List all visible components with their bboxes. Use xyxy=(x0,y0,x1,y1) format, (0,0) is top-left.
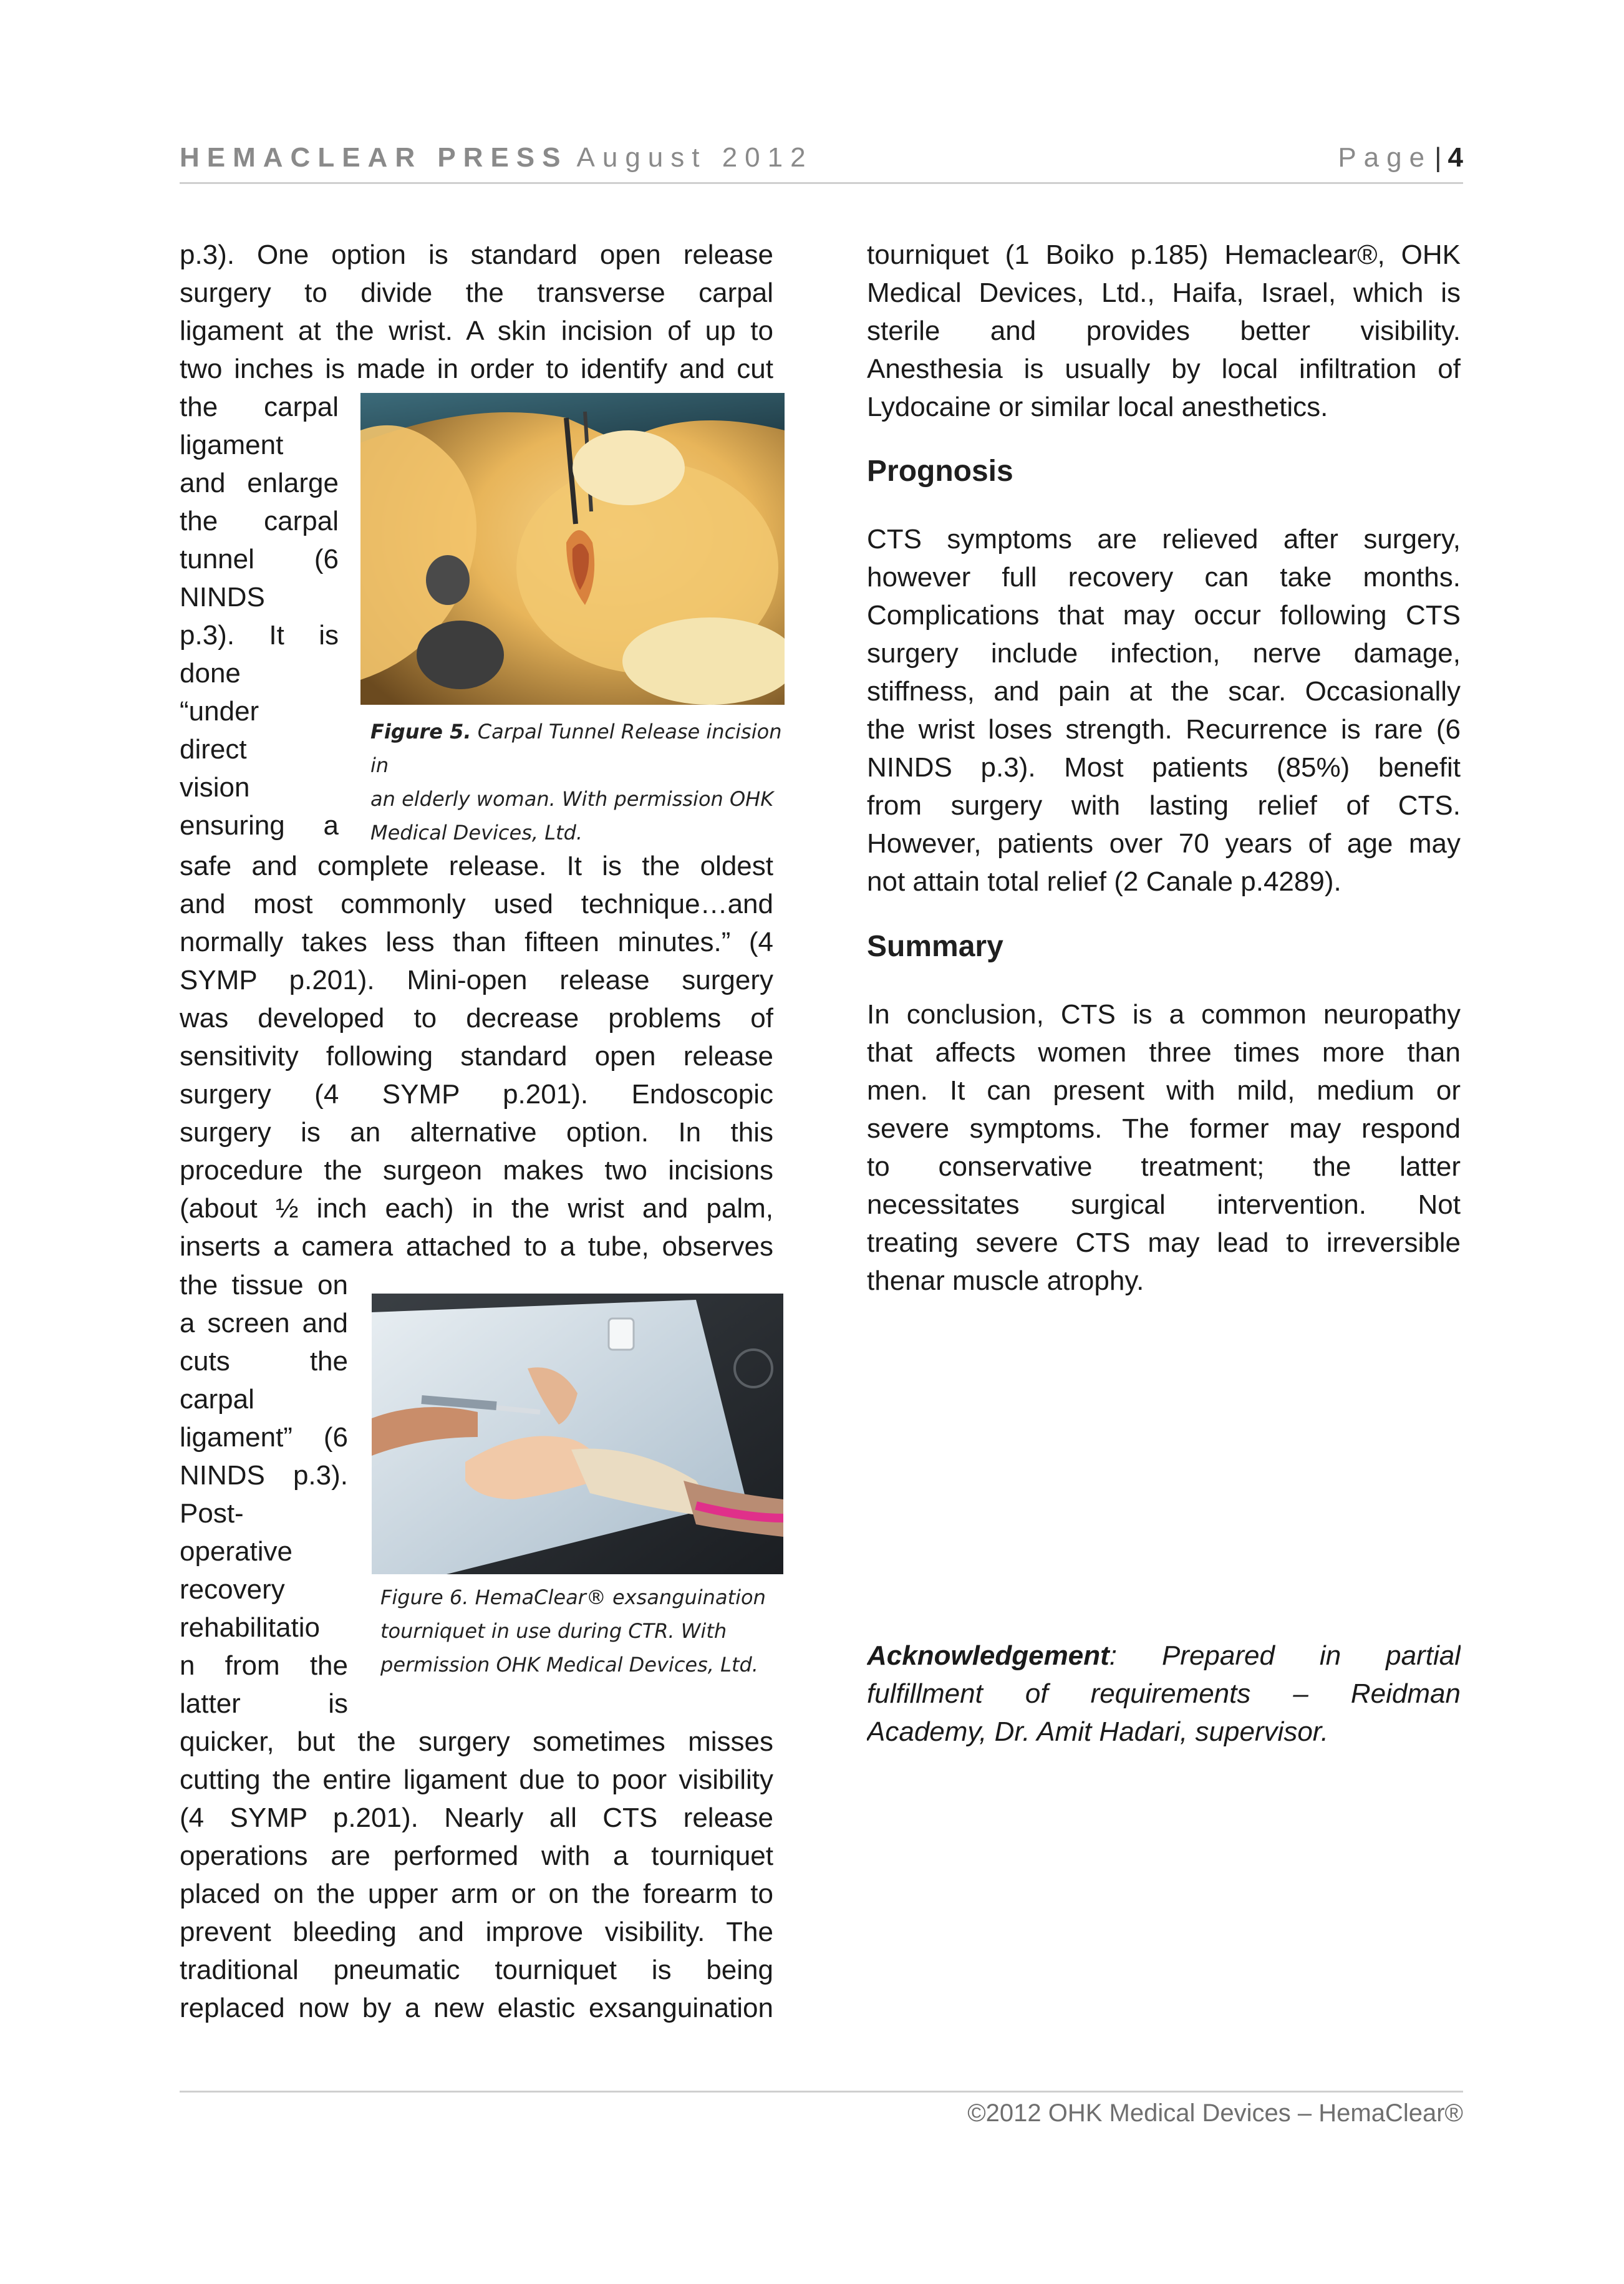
text-line: treating severe CTS may lead to irreversible xyxy=(867,1227,1461,1258)
text-line: the tissue on xyxy=(180,1270,348,1300)
text-line: quicker, but the surgery sometimes misses xyxy=(180,1726,773,1757)
footer-copyright: ©2012 OHK Medical Devices – HemaClear® xyxy=(967,2099,1463,2127)
acknowledgement xyxy=(867,1637,1461,1751)
text-line: however full recovery can take months. xyxy=(867,562,1461,593)
page-label: Page xyxy=(1338,142,1433,173)
text-line: surgery include infection, nerve damage, xyxy=(867,638,1461,669)
text-line: sensitivity following standard open release xyxy=(180,1041,773,1072)
text-line: done xyxy=(180,658,241,689)
text-line: SYMP p.201). Mini-open release surgery xyxy=(180,965,773,995)
figure-6-caption-line: Figure 6. HemaClear® exsanguination xyxy=(380,1585,766,1609)
text-line: Lydocaine or similar local anesthetics. xyxy=(867,392,1328,422)
text-line: inserts a camera attached to a tube, observes xyxy=(180,1231,773,1262)
text-line: traditional pneumatic tourniquet is being xyxy=(180,1955,773,1985)
text-line: “under xyxy=(180,696,259,727)
left-column-top-text xyxy=(180,236,773,388)
acknowledgement-line: fulfillment of requirements – Reidman xyxy=(867,1678,1461,1709)
text-line: that affects women three times more than xyxy=(867,1037,1461,1068)
page-header xyxy=(180,142,1463,182)
text-line: the wrist loses strength. Recurrence is rare (6 xyxy=(867,714,1461,745)
text-line: cuts the xyxy=(180,1346,348,1377)
text-line: men. It can present with mild, medium or xyxy=(867,1075,1461,1106)
page-separator: | xyxy=(1434,142,1442,173)
text-line: tourniquet (1 Boiko p.185) Hemaclear®, OHK xyxy=(867,240,1461,270)
summary-text xyxy=(867,995,1461,1300)
text-line: Medical Devices, Ltd., Haifa, Israel, which is xyxy=(867,278,1461,308)
text-line: ligament at the wrist. A skin incision of up to xyxy=(180,316,773,346)
footer-divider xyxy=(180,2091,1463,2093)
text-line: However, patients over 70 years of age may xyxy=(867,828,1461,859)
text-line: direct xyxy=(180,734,247,765)
text-line: the carpal xyxy=(180,392,339,422)
text-line: (about ½ inch each) in the wrist and palm, xyxy=(180,1193,773,1224)
prognosis-heading: Prognosis xyxy=(867,455,1013,488)
figure-6-caption xyxy=(380,1580,786,1682)
text-line: not attain total relief (2 Canale p.4289). xyxy=(867,866,1341,897)
header-brand xyxy=(180,142,813,173)
text-line: tunnel (6 xyxy=(180,544,339,574)
left-column-middle-text xyxy=(180,847,773,1265)
figure-5-caption xyxy=(370,715,782,849)
text-line: cutting the entire ligament due to poor visibility xyxy=(180,1764,773,1795)
text-line: Anesthesia is usually by local infiltration of xyxy=(867,354,1461,384)
left-column-wrap-text-2 xyxy=(180,1266,348,1723)
text-line: recovery xyxy=(180,1574,285,1605)
figure-6-caption-line: permission OHK Medical Devices, Ltd. xyxy=(380,1653,758,1677)
header-divider xyxy=(180,182,1463,184)
acknowledgement-line: : Prepared in partial xyxy=(1109,1640,1461,1671)
text-line: from surgery with lasting relief of CTS. xyxy=(867,790,1461,821)
text-line: safe and complete release. It is the oldest xyxy=(180,851,773,881)
text-line: In conclusion, CTS is a common neuropathy xyxy=(867,999,1461,1030)
text-line: CTS symptoms are relieved after surgery, xyxy=(867,524,1461,554)
text-line: ligament” (6 xyxy=(180,1422,348,1453)
page-number-label xyxy=(1338,142,1463,173)
text-line: carpal xyxy=(180,1384,254,1415)
text-line: Complications that may occur following CTS xyxy=(867,600,1461,631)
text-line: normally takes less than fifteen minutes.” (4 xyxy=(180,927,773,957)
text-line: was developed to decrease problems of xyxy=(180,1003,773,1033)
text-line: p.3). It is xyxy=(180,620,339,651)
text-line: the carpal xyxy=(180,506,339,536)
text-line: ligament xyxy=(180,430,284,460)
text-line: to conservative treatment; the latter xyxy=(867,1151,1461,1182)
text-line: latter is xyxy=(180,1688,348,1719)
figure-5-label: Figure 5. xyxy=(370,720,471,743)
summary-heading: Summary xyxy=(867,930,1003,963)
publication-name: HEMACLEAR PRESS xyxy=(180,142,568,173)
text-line: stiffness, and pain at the scar. Occasionally xyxy=(867,676,1461,707)
text-line: severe symptoms. The former may respond xyxy=(867,1113,1461,1144)
text-line: replaced now by a new elastic exsanguination xyxy=(180,1993,773,2023)
left-column-wrap-text-1 xyxy=(180,388,339,844)
page-number: 4 xyxy=(1448,142,1463,173)
figure-6-caption-line: tourniquet in use during CTR. With xyxy=(380,1619,727,1643)
figure-5-caption-line: an elderly woman. With permission OHK xyxy=(370,787,774,811)
left-column-bottom-text xyxy=(180,1723,773,2027)
text-line: vision xyxy=(180,772,250,803)
text-line: placed on the upper arm or on the forearm to xyxy=(180,1879,773,1909)
text-line: (4 SYMP p.201). Nearly all CTS release xyxy=(180,1803,773,1833)
figure-5-caption-line: Medical Devices, Ltd. xyxy=(370,821,583,844)
text-line: n from the xyxy=(180,1650,348,1681)
figure-5-photo xyxy=(360,393,785,705)
text-line: necessitates surgical intervention. Not xyxy=(867,1189,1461,1220)
acknowledgement-line: Academy, Dr. Amit Hadari, supervisor. xyxy=(867,1716,1329,1747)
text-line: prevent bleeding and improve visibility. The xyxy=(180,1917,773,1947)
text-line: surgery (4 SYMP p.201). Endoscopic xyxy=(180,1079,773,1110)
text-line: p.3). One option is standard open release xyxy=(180,240,773,270)
text-line: rehabilitatio xyxy=(180,1612,321,1643)
acknowledgement-label: Acknowledgement xyxy=(867,1640,1109,1671)
text-line: operations are performed with a tourniquet xyxy=(180,1841,773,1871)
right-column-intro-text xyxy=(867,236,1461,426)
text-line: NINDS p.3). xyxy=(180,1460,348,1491)
text-line: thenar muscle atrophy. xyxy=(867,1265,1144,1296)
text-line: ensuring a xyxy=(180,810,339,841)
text-line: and enlarge xyxy=(180,468,339,498)
text-line: surgery to divide the transverse carpal xyxy=(180,278,773,308)
text-line: NINDS xyxy=(180,582,265,612)
issue-date: August 2012 xyxy=(576,142,813,173)
text-line: operative xyxy=(180,1536,293,1567)
text-line: two inches is made in order to identify and cut xyxy=(180,354,773,384)
text-line: procedure the surgeon makes two incisions xyxy=(180,1155,773,1186)
text-line: a screen and xyxy=(180,1308,348,1338)
figure-6-photo xyxy=(372,1294,783,1574)
text-line: Post- xyxy=(180,1498,244,1529)
prognosis-text xyxy=(867,520,1461,901)
text-line: NINDS p.3). Most patients (85%) benefit xyxy=(867,752,1461,783)
text-line: sterile and provides better visibility. xyxy=(867,316,1461,346)
text-line: surgery is an alternative option. In this xyxy=(180,1117,773,1148)
text-line: and most commonly used technique…and xyxy=(180,889,773,919)
figure-5-caption-line: Carpal Tunnel Release incision in xyxy=(370,720,782,777)
